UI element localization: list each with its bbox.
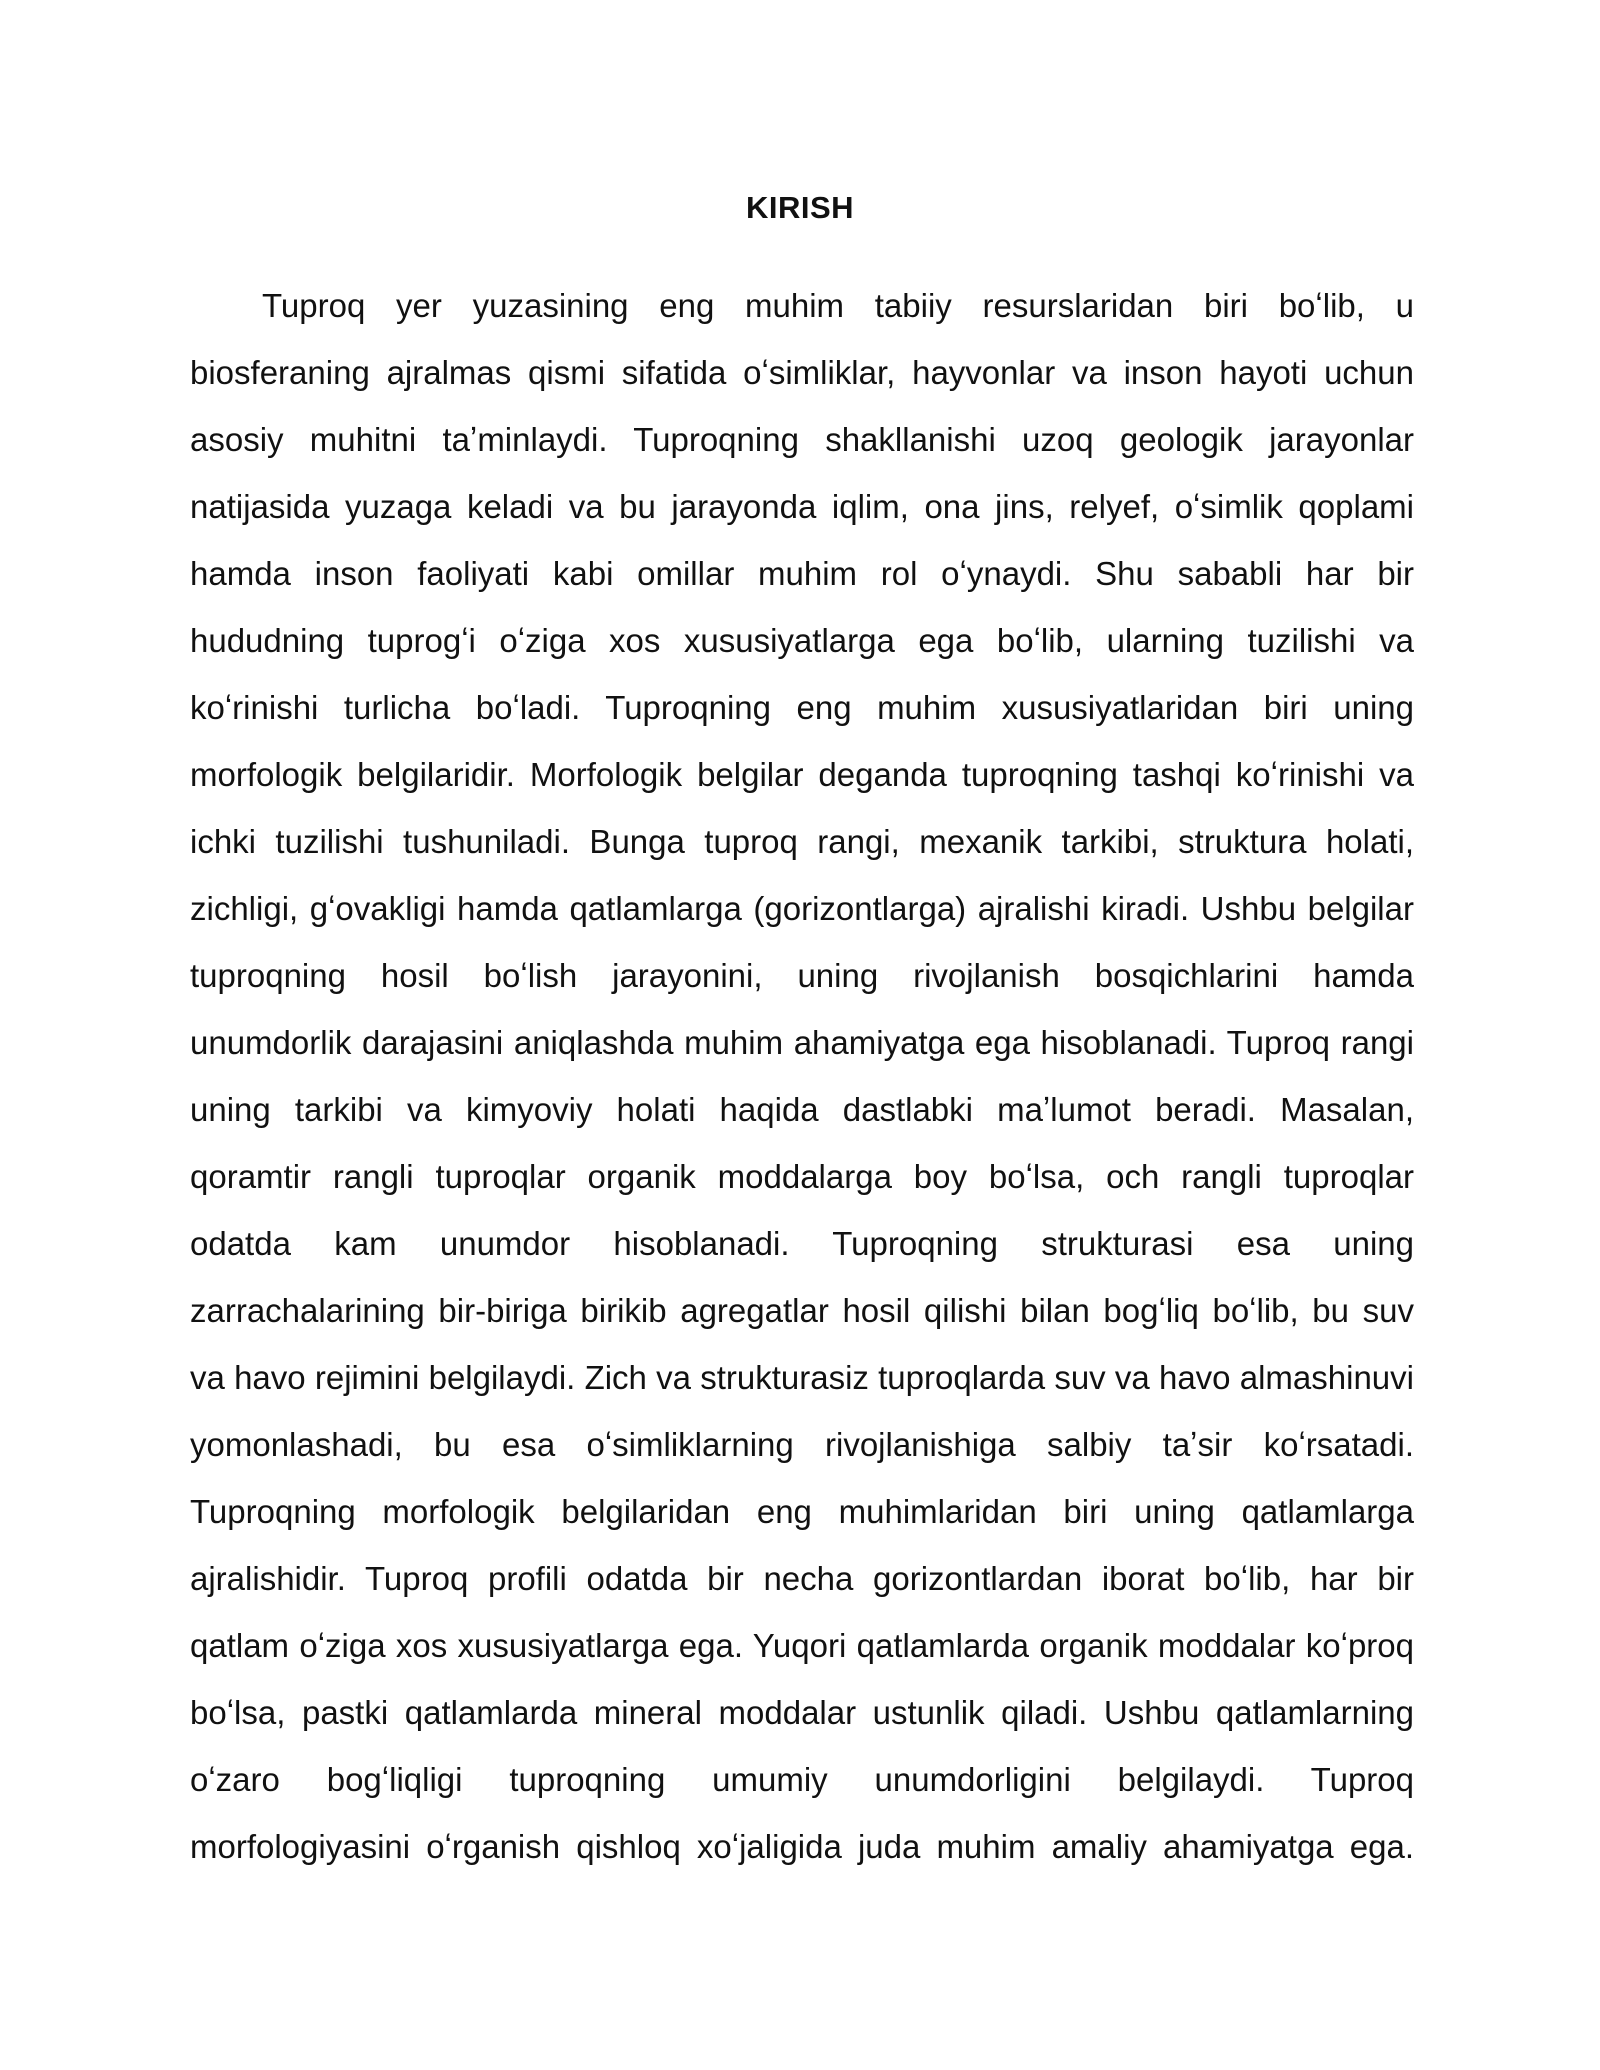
paragraph-line: uning tarkibi va kimyoviy holati haqida dastlabki maʼlumot beradi. Masalan, [190,1091,1414,1128]
paragraph-line: Tuproq yer yuzasining eng muhim tabiiy resurslaridan biri boʻlib, u [262,287,1414,324]
paragraph-line: asosiy muhitni taʼminlaydi. Tuproqning shakllanishi uzoq geologik jarayonlar [190,421,1414,458]
paragraph-line: ajralishidir. Tuproq profili odatda bir necha gorizontlardan iborat boʻlib, har bir [190,1560,1414,1597]
paragraph-line: oʻzaro bogʻliqligi tuproqning umumiy unumdorligini belgilaydi. Tuproq [190,1761,1414,1798]
paragraph-line: boʻlsa, pastki qatlamlarda mineral moddalar ustunlik qiladi. Ushbu qatlamlarning [190,1694,1414,1731]
paragraph-line: va havo rejimini belgilaydi. Zich va strukturasiz tuproqlarda suv va havo almashinuvi [190,1359,1414,1396]
paragraph-line: unumdorlik darajasini aniqlashda muhim ahamiyatga ega hisoblanadi. Tuproq rangi [190,1024,1414,1061]
paragraph-line: odatda kam unumdor hisoblanadi. Tuproqning strukturasi esa uning [190,1225,1414,1262]
paragraph-line: koʻrinishi turlicha boʻladi. Tuproqning eng muhim xususiyatlaridan biri uning [190,689,1414,726]
paragraph-line: hududning tuprogʻi oʻziga xos xususiyatlarga ega boʻlib, ularning tuzilishi va [190,622,1414,659]
paragraph-line: morfologik belgilaridir. Morfologik belgilar deganda tuproqning tashqi koʻrinishi va [190,756,1414,793]
paragraph-line: biosferaning ajralmas qismi sifatida oʻsimliklar, hayvonlar va inson hayoti uchun [190,354,1414,391]
paragraph-line: qatlam oʻziga xos xususiyatlarga ega. Yuqori qatlamlarda organik moddalar koʻproq [190,1627,1414,1664]
paragraph-line: morfologiyasini oʻrganish qishloq xoʻjaligida juda muhim amaliy ahamiyatga ega. [190,1828,1414,1865]
paragraph-line: zarrachalarining bir-biriga birikib agregatlar hosil qilishi bilan bogʻliq boʻlib, bu suv [190,1292,1414,1329]
paragraph-line: tuproqning hosil boʻlish jarayonini, uning rivojlanish bosqichlarini hamda [190,957,1414,994]
paragraph-line: Tuproqning morfologik belgilaridan eng muhimlaridan biri uning qatlamlarga [190,1493,1414,1530]
paragraph-line: natijasida yuzaga keladi va bu jarayonda iqlim, ona jins, relyef, oʻsimlik qoplami [190,488,1414,525]
paragraph-line: zichligi, gʻovakligi hamda qatlamlarga (gorizontlarga) ajralishi kiradi. Ushbu belgilar [190,890,1414,927]
page-heading: KIRISH [745,190,855,225]
paragraph-line: ichki tuzilishi tushuniladi. Bunga tuproq rangi, mexanik tarkibi, struktura holati, [190,823,1414,860]
body-paragraph [190,279,1414,1887]
paragraph-line: hamda inson faoliyati kabi omillar muhim rol oʻynaydi. Shu sababli har bir [190,555,1414,592]
paragraph-line: yomonlashadi, bu esa oʻsimliklarning rivojlanishiga salbiy taʼsir koʻrsatadi. [190,1426,1414,1463]
paragraph-line: qoramtir rangli tuproqlar organik moddalarga boy boʻlsa, och rangli tuproqlar [190,1158,1414,1195]
